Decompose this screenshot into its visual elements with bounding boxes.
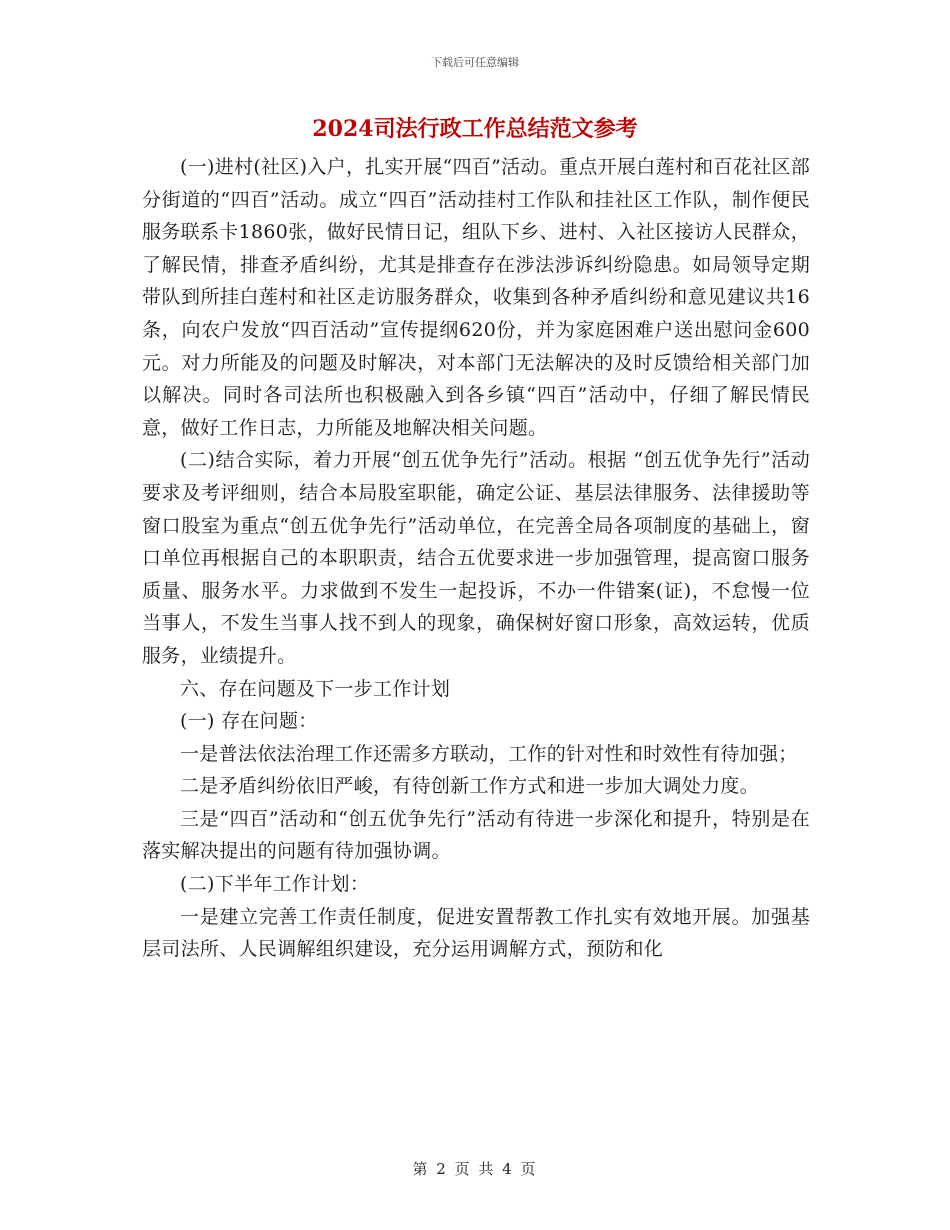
header-note: 下载后可任意编辑 — [431, 56, 519, 69]
plan-item-1: 一是建立完善工作责任制度，促进安置帮教工作扎实有效地开展。加强基层司法所、人民调解组织建设，充分运用调解方式，预防和化 — [142, 905, 810, 961]
document-title: 2024司法行政工作总结范文参考 — [312, 116, 638, 142]
subheading-problems: (一) 存在问题： — [180, 710, 318, 733]
section-heading: 六、存在问题及下一步工作计划 — [180, 677, 451, 700]
problem-item-2: 二是矛盾纠纷依旧严峻，有待创新工作方式和进一步加大调处力度。 — [180, 775, 760, 798]
page-footer: 第 2 页 共 4 页 — [412, 1160, 538, 1178]
document-body — [142, 151, 810, 966]
paragraph-1: (一)进村(社区)入户，扎实开展“四百”活动。重点开展白莲村和百花社区部分街道的“四百”活动。成立“四百”活动挂村工作队和挂社区工作队，制作便民服务联系卡1860张，做好民情日记，组队下乡、进村、入社区接访人民群众，了解民情，排查矛盾纠纷，尤其是排查存在涉法涉诉纠纷隐患。如局领导定期带队到所挂白莲村和社区走访服务群众，收集到各种矛盾纠纷和意见建议共16条，向农户发放“四百活动”宣传提纲620份，并为家庭困难户送出慰问金600元。对力所能及的问题及时解决，对本部门无法解决的及时反馈给相关部门加以解决。同时各司法所也积极融入到各乡镇“四百”活动中，仔细了解民情民意，做好工作日志，力所能及地解决相关问题。 — [142, 156, 810, 439]
problem-item-3: 三是“四百”活动和“创五优争先行”活动有待进一步深化和提升，特别是在落实解决提出的问题有待加强协调。 — [142, 807, 810, 863]
subheading-plan: (二)下半年工作计划： — [180, 873, 370, 896]
problem-item-1: 一是普法依法治理工作还需多方联动，工作的针对性和时效性有待加强； — [180, 742, 798, 765]
paragraph-2: (二)结合实际，着力开展“创五优争先行”活动。根据 “创五优争先行”活动要求及考评细则，结合本局股室职能，确定公证、基层法律服务、法律援助等窗口股室为重点“创五优争先行”活动单位，在完善全局各项制度的基础上，窗口单位再根据自己的本职职责，结合五优要求进一步加强管理，提高窗口服务质量、服务水平。力求做到不发生一起投诉，不办一件错案(证)，不怠慢一位当事人，不发生当事人找不到人的现象，确保树好窗口形象，高效运转，优质服务，业绩提升。 — [142, 449, 810, 667]
